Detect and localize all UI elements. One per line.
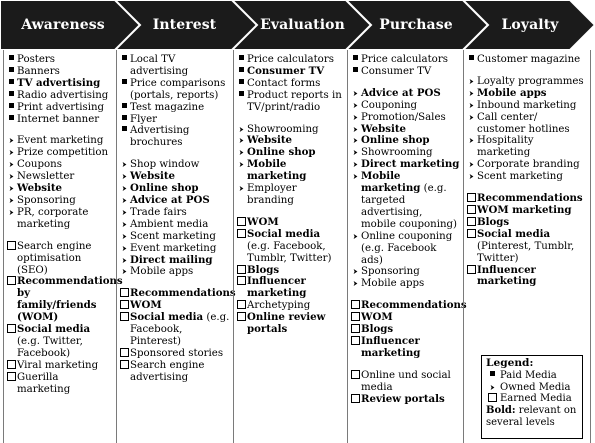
list-item bbox=[464, 135, 590, 159]
list-item-label: Hospitality marketing bbox=[477, 135, 534, 159]
list-item-note: (e.g. Facebook, Tumblr, Twitter) bbox=[247, 240, 332, 264]
list-item bbox=[117, 266, 232, 278]
list-item bbox=[117, 102, 232, 114]
list-item-label: Consumer TV bbox=[361, 65, 432, 77]
list-item-label: Flyer bbox=[130, 113, 157, 125]
arrowhead-bullet-icon bbox=[350, 171, 360, 183]
stage-title-loyalty: Loyalty bbox=[501, 17, 559, 33]
list-item bbox=[4, 324, 115, 360]
list-item bbox=[117, 54, 232, 78]
list-item-label: WOM marketing bbox=[477, 203, 572, 216]
list-item bbox=[348, 135, 462, 147]
list-item bbox=[4, 195, 115, 207]
arrowhead-bullet-icon bbox=[119, 207, 129, 219]
arrowhead-bullet-icon bbox=[6, 147, 16, 159]
open-box-bullet-icon bbox=[466, 265, 476, 278]
arrowhead-bullet-icon bbox=[350, 135, 360, 147]
list-item-label: Website bbox=[17, 182, 63, 195]
list-item bbox=[4, 54, 115, 66]
black-square-bullet-icon bbox=[119, 54, 129, 66]
arrowhead-bullet-icon bbox=[466, 112, 476, 124]
arrowhead-bullet-icon bbox=[466, 171, 476, 183]
black-square-bullet-icon bbox=[236, 54, 246, 66]
black-square-bullet-icon bbox=[6, 114, 16, 126]
list-item-label: Contact forms bbox=[247, 77, 321, 89]
stage-title-awareness: Awareness bbox=[21, 17, 105, 33]
list-item-label: Price calculators bbox=[361, 54, 448, 65]
list-item-label: Search engine advertising bbox=[130, 359, 205, 383]
list-item-label: Blogs bbox=[247, 263, 280, 276]
stage-title-purchase: Purchase bbox=[379, 17, 453, 33]
list-item-label: Event marketing bbox=[130, 242, 217, 254]
list-item-label: Consumer TV bbox=[247, 64, 325, 77]
list-item bbox=[117, 195, 232, 207]
list-item-label: Online und social media bbox=[361, 369, 451, 393]
arrowhead-bullet-icon bbox=[350, 278, 360, 290]
list-item bbox=[4, 183, 115, 195]
list-item-label: PR, corporate marketing bbox=[17, 206, 89, 230]
column-purchase bbox=[347, 50, 467, 443]
list-item-label: Website bbox=[361, 122, 407, 135]
arrowhead-bullet-icon bbox=[119, 159, 129, 171]
list-item-label: Website bbox=[130, 170, 176, 183]
legend-earned-label: Earned Media bbox=[500, 393, 572, 405]
list-item-label: WOM bbox=[361, 311, 393, 324]
list-item bbox=[117, 78, 232, 102]
list-item bbox=[117, 312, 232, 348]
legend-owned bbox=[486, 382, 578, 394]
group-spacer bbox=[4, 125, 115, 135]
open-box-bullet-icon bbox=[119, 360, 129, 373]
arrowhead-bullet-icon bbox=[6, 171, 16, 183]
legend-title: Legend: bbox=[486, 357, 534, 369]
list-item-label: Showrooming bbox=[361, 147, 433, 159]
list-item-label: Posters bbox=[17, 54, 56, 65]
black-square-bullet-icon bbox=[350, 66, 360, 78]
arrowhead-bullet-icon bbox=[119, 195, 129, 207]
arrowhead-bullet-icon bbox=[350, 231, 360, 243]
group-spacer bbox=[464, 66, 590, 76]
arrowhead-bullet-icon bbox=[236, 147, 246, 159]
arrowhead-bullet-icon bbox=[350, 266, 360, 278]
list-item bbox=[234, 229, 346, 265]
open-box-bullet-icon bbox=[119, 312, 129, 325]
group-spacer bbox=[234, 114, 346, 124]
open-box-bullet-icon bbox=[6, 324, 16, 337]
list-item-label: Online shop bbox=[130, 182, 199, 195]
legend-bold-label: Bold: bbox=[486, 405, 516, 417]
list-item-label: Loyalty programmes bbox=[477, 75, 584, 87]
list-item-label: Price comparisons (portals, reports) bbox=[130, 77, 226, 101]
column-evaluation bbox=[233, 50, 346, 443]
legend-bold-text: relevant on several levels bbox=[486, 405, 577, 428]
list-item-label: Direct marketing bbox=[361, 158, 460, 171]
open-box-bullet-icon bbox=[350, 336, 360, 349]
list-item-label: Influencer marketing bbox=[247, 275, 307, 300]
list-item bbox=[464, 100, 590, 112]
list-item bbox=[348, 394, 462, 406]
list-item bbox=[348, 370, 462, 394]
black-square-bullet-icon bbox=[6, 90, 16, 102]
black-square-bullet-icon bbox=[236, 90, 246, 102]
list-item-label: Social media bbox=[477, 227, 551, 240]
list-item-label: Price calculators bbox=[247, 54, 334, 65]
arrowhead-bullet-icon bbox=[466, 135, 476, 147]
list-item bbox=[117, 231, 232, 243]
list-item bbox=[117, 360, 232, 384]
list-item-label: WOM bbox=[130, 299, 162, 312]
list-item-label: Mobile apps bbox=[130, 266, 194, 278]
stage-title-interest: Interest bbox=[152, 17, 217, 33]
arrowhead-bullet-icon bbox=[119, 255, 129, 267]
list-item-label: Mobile apps bbox=[361, 278, 425, 290]
group-spacer bbox=[117, 149, 232, 159]
list-item-label: Online review portals bbox=[247, 311, 326, 336]
list-item bbox=[117, 125, 232, 149]
arrowhead-bullet-icon bbox=[119, 219, 129, 231]
arrowhead-bullet-icon bbox=[236, 124, 246, 136]
arrowhead-bullet-icon bbox=[119, 183, 129, 195]
list-item-label: Ambient media bbox=[130, 218, 209, 230]
list-item bbox=[4, 135, 115, 147]
stage-title-evaluation: Evaluation bbox=[260, 17, 345, 33]
list-item-label: Viral marketing bbox=[17, 359, 99, 371]
list-item-note: (Pinterest, Tumblr, Twitter) bbox=[477, 240, 575, 264]
list-item bbox=[464, 229, 590, 265]
arrowhead-bullet-icon bbox=[466, 159, 476, 171]
arrowhead-bullet-icon bbox=[6, 195, 16, 207]
list-item-label: Review portals bbox=[361, 392, 445, 405]
list-item-label: Couponing bbox=[361, 99, 418, 111]
open-box-bullet-icon bbox=[350, 370, 360, 383]
list-item-label: Advice at POS bbox=[130, 193, 210, 206]
list-item-label: Shop window bbox=[130, 159, 200, 171]
list-item-label: Online shop bbox=[361, 134, 430, 147]
list-item-label: Corporate branding bbox=[477, 159, 580, 171]
arrowhead-bullet-icon bbox=[119, 243, 129, 255]
black-square-bullet-icon bbox=[6, 78, 16, 90]
black-square-bullet-icon bbox=[119, 102, 129, 114]
arrowhead-bullet-icon bbox=[466, 76, 476, 88]
list-item-label: Guerilla marketing bbox=[17, 371, 71, 395]
black-square-bullet-icon bbox=[119, 78, 129, 90]
list-item bbox=[117, 207, 232, 219]
list-item-label: Blogs bbox=[477, 215, 510, 228]
black-square-bullet-icon bbox=[236, 78, 246, 90]
arrowhead-bullet-icon bbox=[119, 231, 129, 243]
list-item-label: Trade fairs bbox=[130, 206, 187, 218]
list-item bbox=[4, 147, 115, 159]
list-item-label: Scent marketing bbox=[130, 230, 216, 242]
legend-box bbox=[481, 355, 583, 439]
list-item bbox=[117, 114, 232, 126]
list-item-label: Prize competition bbox=[17, 147, 109, 159]
list-item-label: Radio advertising bbox=[17, 89, 109, 101]
list-item bbox=[348, 336, 462, 360]
list-item-note: (e.g. Twitter, Facebook) bbox=[17, 335, 83, 359]
list-item-label: Influencer marketing bbox=[477, 263, 537, 288]
group-spacer bbox=[348, 360, 462, 370]
list-item-label: Advertising brochures bbox=[130, 125, 190, 149]
open-box-bullet-icon bbox=[6, 276, 16, 289]
arrowhead-bullet-icon bbox=[487, 382, 497, 394]
arrowhead-bullet-icon bbox=[466, 100, 476, 112]
list-item-label: Search engine optimisation (SEO) bbox=[17, 240, 92, 276]
list-item bbox=[117, 219, 232, 231]
open-box-bullet-icon bbox=[6, 241, 16, 254]
list-item bbox=[234, 276, 346, 300]
list-item bbox=[348, 54, 462, 66]
arrowhead-bullet-icon bbox=[236, 159, 246, 171]
list-item-label: Promotion/Sales bbox=[361, 111, 446, 123]
list-item-label: Banners bbox=[17, 65, 60, 77]
arrowhead-bullet-icon bbox=[119, 171, 129, 183]
list-item bbox=[348, 278, 462, 290]
list-item-label: Inbound marketing bbox=[477, 99, 577, 111]
arrowhead-bullet-icon bbox=[119, 266, 129, 278]
black-square-bullet-icon bbox=[236, 66, 246, 78]
group-spacer bbox=[4, 231, 115, 241]
black-square-bullet-icon bbox=[350, 54, 360, 66]
arrowhead-bullet-icon bbox=[350, 100, 360, 112]
black-square-bullet-icon bbox=[6, 102, 16, 114]
list-item-label: Mobile marketing bbox=[361, 170, 421, 195]
list-item bbox=[348, 171, 462, 231]
black-square-bullet-icon bbox=[119, 114, 129, 126]
arrowhead-bullet-icon bbox=[236, 183, 246, 195]
open-box-bullet-icon bbox=[350, 394, 360, 407]
arrowhead-bullet-icon bbox=[6, 207, 16, 219]
list-item bbox=[234, 159, 346, 183]
open-box-bullet-icon bbox=[466, 229, 476, 242]
list-item-label: Recommendations by family/friends (WOM) bbox=[17, 275, 123, 324]
list-item bbox=[348, 231, 462, 267]
list-item-label: Customer magazine bbox=[477, 54, 581, 65]
list-item-label: Call center/ customer hotlines bbox=[477, 111, 570, 135]
arrowhead-bullet-icon bbox=[350, 88, 360, 100]
list-item-label: Sponsored stories bbox=[130, 347, 224, 359]
list-item-label: Archetyping bbox=[247, 300, 311, 312]
list-item-label: Online couponing (e.g. Facebook ads) bbox=[361, 230, 453, 266]
list-item bbox=[234, 66, 346, 78]
list-item bbox=[348, 100, 462, 112]
arrowhead-bullet-icon bbox=[6, 183, 16, 195]
legend-owned-label: Owned Media bbox=[500, 381, 571, 393]
list-item-note: (e.g. Facebook, Pinterest) bbox=[130, 312, 230, 347]
list-item bbox=[464, 54, 590, 66]
legend-paid-label: Paid Media bbox=[500, 369, 557, 381]
list-item bbox=[117, 348, 232, 360]
list-item-label: Test magazine bbox=[130, 101, 205, 113]
list-item bbox=[464, 159, 590, 171]
list-item-label: Print advertising bbox=[17, 101, 105, 113]
list-item-label: Mobile apps bbox=[477, 86, 547, 99]
list-item-label: Blogs bbox=[361, 323, 394, 336]
black-square-bullet-icon bbox=[6, 66, 16, 78]
list-item-label: Newsletter bbox=[17, 171, 75, 183]
list-item-label: Sponsoring bbox=[17, 194, 76, 206]
arrowhead-bullet-icon bbox=[350, 124, 360, 136]
list-item bbox=[464, 265, 590, 289]
list-item-label: Coupons bbox=[17, 159, 62, 171]
legend-bold-note bbox=[486, 405, 578, 429]
list-item bbox=[4, 78, 115, 90]
list-item bbox=[234, 78, 346, 90]
arrowhead-bullet-icon bbox=[350, 112, 360, 124]
list-item bbox=[4, 275, 123, 324]
list-item-label: Online shop bbox=[247, 146, 316, 159]
list-item-label: Direct mailing bbox=[130, 253, 213, 266]
list-item-label: Sponsoring bbox=[361, 266, 420, 278]
black-square-bullet-icon bbox=[466, 54, 476, 66]
list-item-label: Social media bbox=[247, 227, 321, 240]
list-item bbox=[4, 90, 115, 102]
list-item-label: Recommendations bbox=[477, 192, 583, 205]
list-item-label: Product reports in TV/print/radio bbox=[247, 89, 342, 113]
list-item-label: Mobile marketing bbox=[247, 158, 307, 183]
list-item bbox=[4, 241, 115, 277]
arrowhead-bullet-icon bbox=[350, 159, 360, 171]
list-item-note: (e.g. targeted advertising, mobile couponing) bbox=[361, 183, 458, 230]
column-awareness bbox=[3, 50, 123, 443]
open-box-bullet-icon bbox=[487, 393, 497, 406]
arrowhead-bullet-icon bbox=[6, 159, 16, 171]
list-item-label: Advice at POS bbox=[361, 86, 441, 99]
black-square-bullet-icon bbox=[6, 54, 16, 66]
open-box-bullet-icon bbox=[236, 229, 246, 242]
list-item-label: Website bbox=[247, 134, 293, 147]
list-item-label: Showrooming bbox=[247, 123, 319, 135]
list-item-label: Recommendations bbox=[130, 287, 236, 300]
list-item-label: Social media bbox=[17, 323, 91, 336]
list-item bbox=[117, 255, 232, 267]
list-item-label: Employer branding bbox=[247, 183, 297, 206]
list-item-label: Local TV advertising bbox=[130, 54, 189, 77]
list-item bbox=[348, 88, 462, 100]
list-item-label: Event marketing bbox=[17, 135, 104, 147]
list-item-label: Social media bbox=[130, 311, 204, 324]
list-item-label: TV advertising bbox=[17, 76, 101, 89]
list-item-label: Recommendations bbox=[361, 299, 467, 312]
column-interest bbox=[116, 50, 236, 443]
list-item bbox=[464, 112, 590, 136]
list-item bbox=[4, 114, 115, 126]
arrowhead-bullet-icon bbox=[6, 135, 16, 147]
open-box-bullet-icon bbox=[236, 276, 246, 289]
legend-earned bbox=[486, 393, 578, 405]
open-box-bullet-icon bbox=[236, 312, 246, 325]
arrowhead-bullet-icon bbox=[466, 88, 476, 100]
list-item bbox=[4, 102, 115, 114]
list-item-label: WOM bbox=[247, 215, 279, 228]
list-item bbox=[348, 66, 462, 78]
arrowhead-bullet-icon bbox=[236, 135, 246, 147]
open-box-bullet-icon bbox=[6, 372, 16, 385]
black-square-bullet-icon bbox=[119, 125, 129, 137]
list-item-label: Scent marketing bbox=[477, 171, 563, 183]
list-item bbox=[348, 266, 462, 278]
list-item bbox=[4, 372, 115, 396]
list-item bbox=[234, 90, 346, 114]
list-item-label: Internet banner bbox=[17, 113, 100, 125]
list-item bbox=[464, 171, 590, 183]
black-square-bullet-icon bbox=[487, 370, 497, 382]
list-item bbox=[4, 207, 115, 231]
list-item bbox=[234, 183, 346, 207]
list-item bbox=[4, 159, 115, 171]
arrowhead-bullet-icon bbox=[350, 147, 360, 159]
list-item bbox=[464, 88, 590, 100]
list-item bbox=[4, 360, 115, 372]
list-item bbox=[234, 312, 346, 336]
list-item-label: Influencer marketing bbox=[361, 334, 421, 359]
legend-paid bbox=[486, 370, 578, 382]
